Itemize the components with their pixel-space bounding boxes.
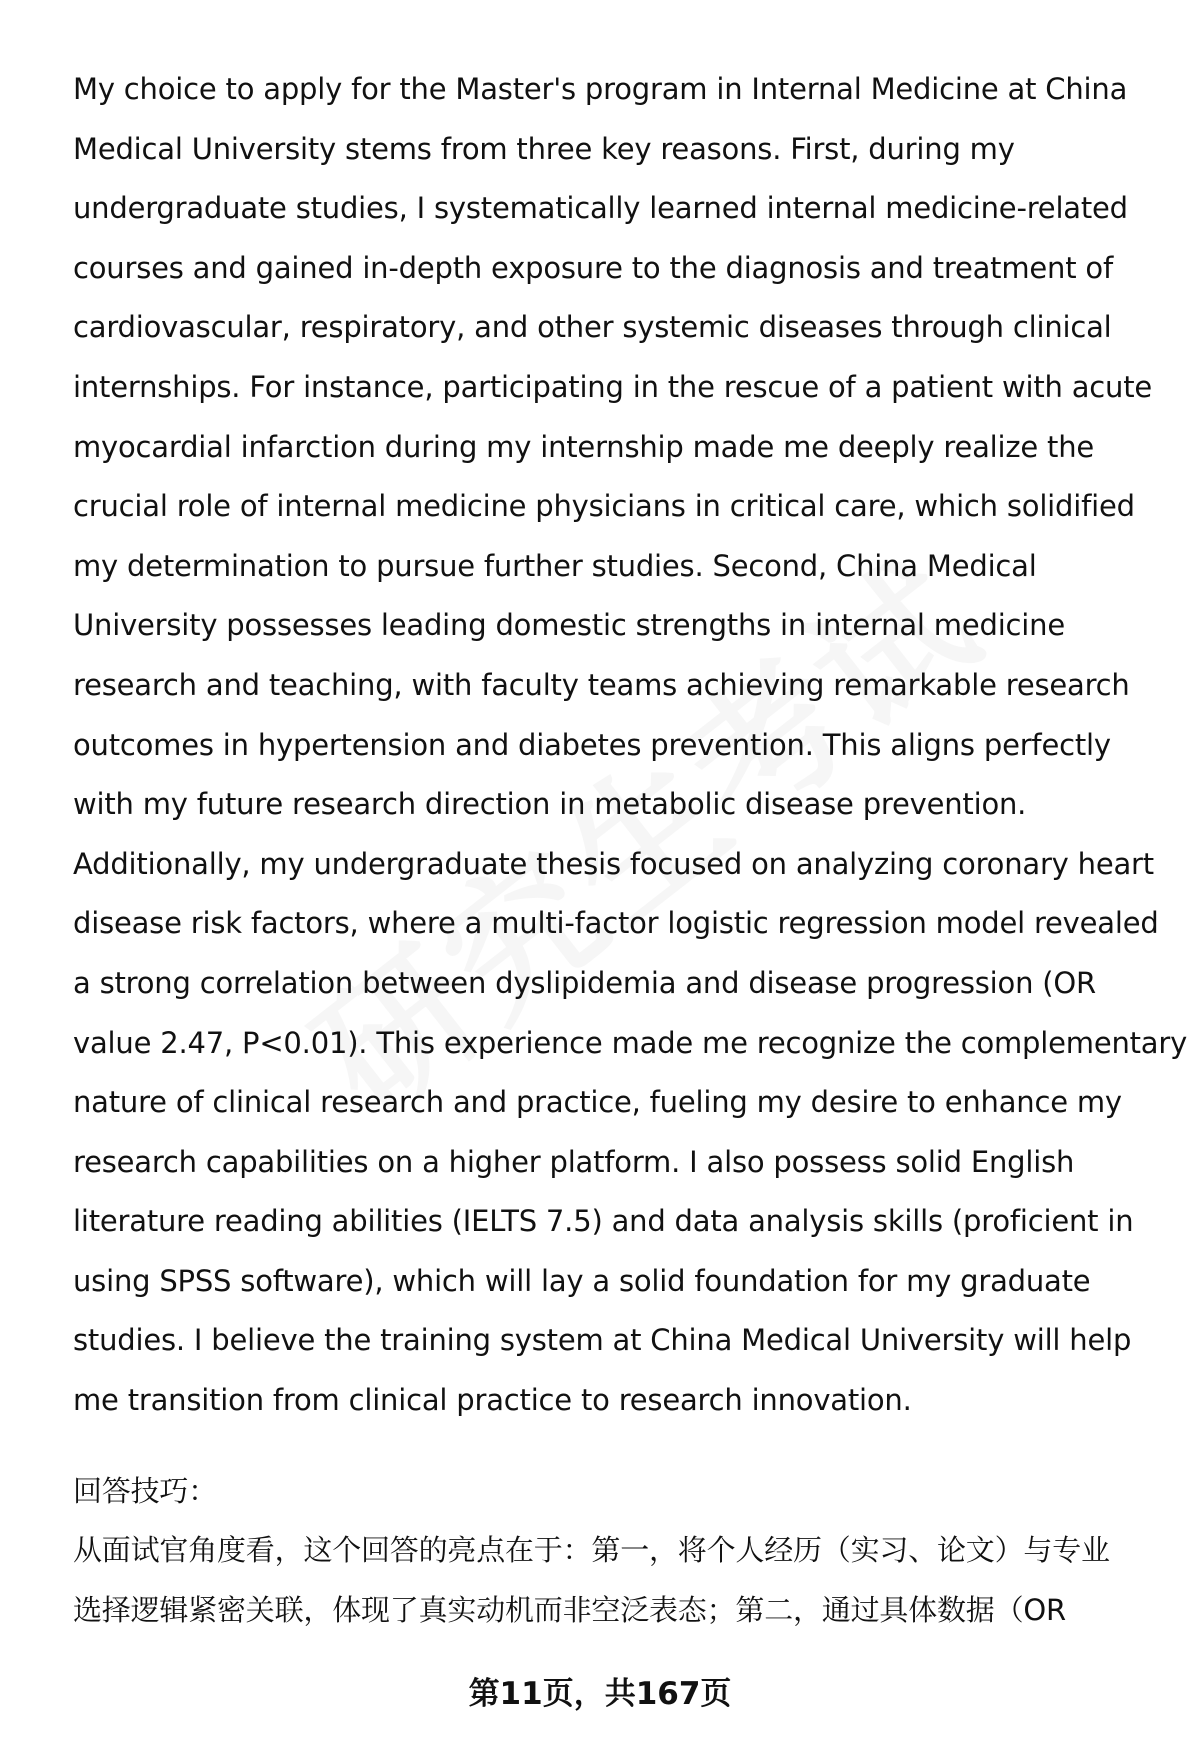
tips-title: 回答技巧： xyxy=(73,1473,218,1508)
answer-paragraph xyxy=(73,60,1188,1431)
paragraph-line: myocardial infarction during my internship made me deeply realize the xyxy=(73,429,1095,464)
paragraph-line: crucial role of internal medicine physicians in critical care, which solidified xyxy=(73,489,1135,524)
paragraph-line: research capabilities on a higher platform. I also possess solid English xyxy=(73,1144,1075,1179)
paragraph-line: internships. For instance, participating in the rescue of a patient with acute xyxy=(73,369,1153,404)
paragraph-line: with my future research direction in metabolic disease prevention. xyxy=(73,787,1027,822)
paragraph-line: research and teaching, with faculty teams achieving remarkable research xyxy=(73,667,1130,702)
paragraph-line: me transition from clinical practice to research innovation. xyxy=(73,1383,912,1418)
tips-line: 从面试官角度看，这个回答的亮点在于：第一，将个人经历（实习、论文）与专业 xyxy=(73,1533,1110,1568)
paragraph-line: using SPSS software), which will lay a solid foundation for my graduate xyxy=(73,1263,1091,1298)
paragraph-line: value 2.47, P<0.01). This experience made me recognize the complementary xyxy=(73,1025,1188,1060)
paragraph-line: My choice to apply for the Master's program in Internal Medicine at China xyxy=(73,72,1128,106)
paragraph-line: outcomes in hypertension and diabetes prevention. This aligns perfectly xyxy=(73,727,1111,762)
paragraph-line: cardiovascular, respiratory, and other systemic diseases through clinical xyxy=(73,310,1112,345)
paragraph-line: undergraduate studies, I systematically learned internal medicine-related xyxy=(73,191,1128,226)
paragraph-line: a strong correlation between dyslipidemia and disease progression (OR xyxy=(73,965,1096,1000)
tips-line: 选择逻辑紧密关联，体现了真实动机而非空泛表态；第二，通过具体数据（OR xyxy=(73,1592,1066,1627)
document-body xyxy=(73,60,1188,1640)
paragraph-line: nature of clinical research and practice, fueling my desire to enhance my xyxy=(73,1085,1122,1120)
paragraph-line: disease risk factors, where a multi-factor logistic regression model revealed xyxy=(73,906,1159,941)
paragraph-line: Additionally, my undergraduate thesis focused on analyzing coronary heart xyxy=(73,846,1154,881)
paragraph-line: literature reading abilities (IELTS 7.5) and data analysis skills (proficient in xyxy=(73,1204,1134,1239)
paragraph-line: Medical University stems from three key reasons. First, during my xyxy=(73,131,1015,166)
paragraph-line: studies. I believe the training system at China Medical University will help xyxy=(73,1323,1132,1358)
paragraph-line: my determination to pursue further studies. Second, China Medical xyxy=(73,548,1037,583)
page-number-footer: 第11页，共167页 xyxy=(468,1676,732,1712)
paragraph-line: courses and gained in-depth exposure to the diagnosis and treatment of xyxy=(73,250,1113,285)
paragraph-line: University possesses leading domestic strengths in internal medicine xyxy=(73,608,1065,643)
tips-paragraph xyxy=(73,1521,1158,1640)
